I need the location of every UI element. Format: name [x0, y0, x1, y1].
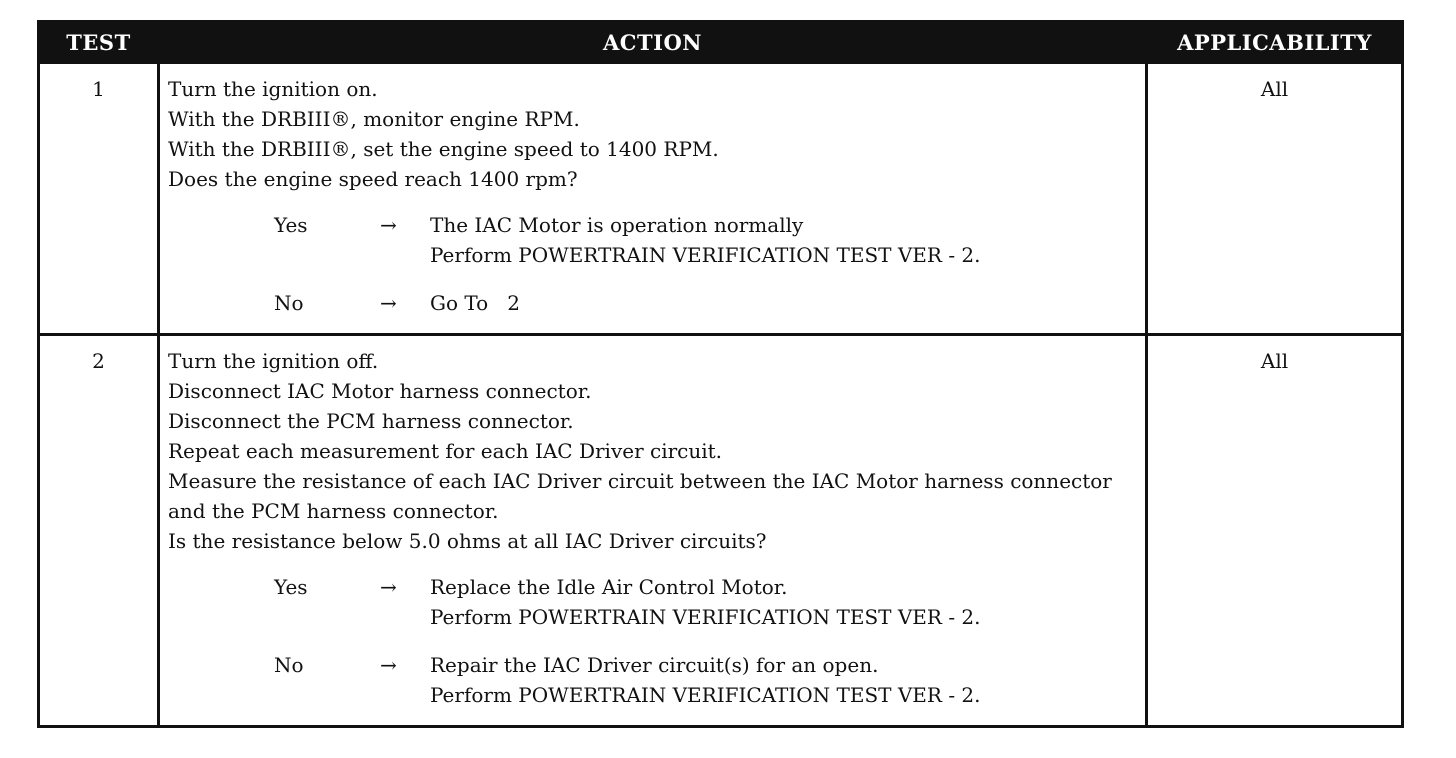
- action-cell: [159, 335, 1147, 727]
- yes-label: Yes: [274, 575, 308, 599]
- right-arrow-icon: →: [380, 213, 397, 237]
- right-arrow-icon: →: [380, 575, 397, 599]
- test-number: 1: [39, 63, 159, 335]
- action-step: Disconnect the PCM harness connector.: [168, 409, 574, 433]
- action-step: Is the resistance below 5.0 ohms at all IAC Driver circuits?: [168, 529, 767, 553]
- outcome-line: Repair the IAC Driver circuit(s) for an open.: [430, 653, 879, 677]
- right-arrow-icon: →: [380, 653, 397, 677]
- yes-outcome: [430, 210, 1141, 270]
- applicability-value: All: [1147, 63, 1403, 335]
- outcome-line: The IAC Motor is operation normally: [430, 213, 804, 237]
- action-step: Measure the resistance of each IAC Driver circuit between the IAC Motor harness connector and the PCM harness connector.: [168, 469, 1112, 523]
- table-row: [39, 335, 1403, 727]
- no-result: [274, 650, 1141, 710]
- action-step: Repeat each measurement for each IAC Driver circuit.: [168, 439, 723, 463]
- header-applicability: APPLICABILITY: [1147, 22, 1403, 63]
- results-block: [168, 210, 1141, 318]
- outcome-line: Perform POWERTRAIN VERIFICATION TEST VER - 2.: [430, 243, 981, 267]
- action-cell: [159, 63, 1147, 335]
- action-step: With the DRBIII®, monitor engine RPM.: [168, 107, 580, 131]
- header-action: ACTION: [159, 22, 1147, 63]
- no-label: No: [274, 653, 304, 677]
- no-outcome: [430, 288, 1141, 318]
- action-step: Turn the ignition off.: [168, 349, 379, 373]
- right-arrow-icon: →: [380, 291, 397, 315]
- action-step: Turn the ignition on.: [168, 77, 378, 101]
- action-step: Disconnect IAC Motor harness connector.: [168, 379, 592, 403]
- outcome-line: Go To 2: [430, 291, 520, 315]
- diagnostic-test-table: [37, 20, 1404, 728]
- action-step: Does the engine speed reach 1400 rpm?: [168, 167, 578, 191]
- outcome-line: Perform POWERTRAIN VERIFICATION TEST VER - 2.: [430, 683, 981, 707]
- applicability-value: All: [1147, 335, 1403, 727]
- header-test: TEST: [39, 22, 159, 63]
- yes-result: [274, 572, 1141, 632]
- test-number: 2: [39, 335, 159, 727]
- outcome-line: Replace the Idle Air Control Motor.: [430, 575, 788, 599]
- yes-result: [274, 210, 1141, 270]
- table-header-row: [39, 22, 1403, 63]
- action-step: With the DRBIII®, set the engine speed to 1400 RPM.: [168, 137, 719, 161]
- results-block: [168, 572, 1141, 710]
- no-result: [274, 288, 1141, 318]
- table-row: [39, 63, 1403, 335]
- yes-outcome: [430, 572, 1141, 632]
- no-label: No: [274, 291, 304, 315]
- outcome-line: Perform POWERTRAIN VERIFICATION TEST VER - 2.: [430, 605, 981, 629]
- no-outcome: [430, 650, 1141, 710]
- yes-label: Yes: [274, 213, 308, 237]
